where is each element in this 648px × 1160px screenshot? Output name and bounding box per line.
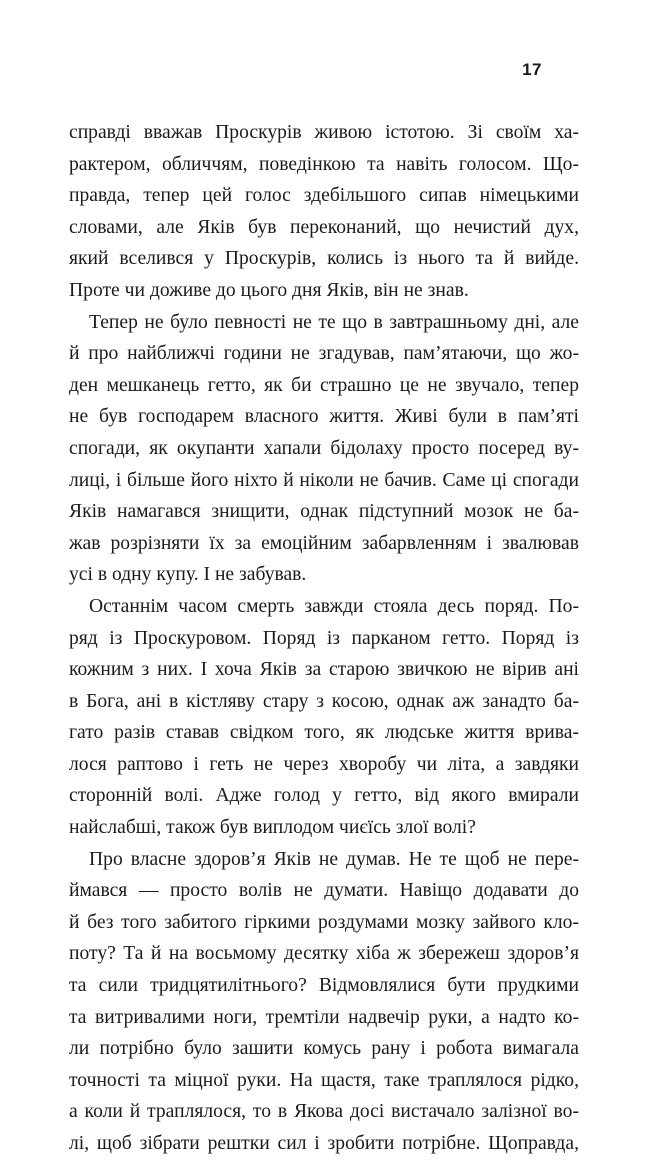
text-line: й про найближчі години не згадував, пам’ятаючи, що жо- [69, 343, 579, 365]
text-line: Тепер не було певності не те що в завтрашньому дні, але [89, 311, 579, 333]
page-number: 17 [522, 60, 542, 79]
text-line: Про власне здоров’я Яків не думав. Не те щоб не пере- [89, 848, 579, 870]
text-line: який вселився у Проскурів, колись із нього та й вийде. [69, 248, 579, 270]
text-line: усі в одну купу. І не забував. [69, 564, 307, 586]
text-line: рактером, обличчям, поведінкою та навіть голосом. Що- [69, 153, 579, 175]
text-line: в Бога, ані в кістляву стару з косою, однак аж занадто ба- [69, 690, 579, 712]
text-line: поту? Та й на восьмому десятку хіба ж збережеш здоров’я [69, 943, 579, 965]
text-line: найслабші, також був виплодом чиєїсь злої волі? [69, 817, 476, 839]
text-line: не був господарем власного життя. Живі були в пам’яті [69, 406, 579, 428]
text-line: Проте чи доживе до цього дня Яків, він не знав. [69, 279, 469, 301]
text-line: ли потрібно було зашити комусь рану і робота вимагала [69, 1038, 579, 1060]
text-line: точності та міцної руки. На щастя, таке траплялося рідко, [69, 1069, 579, 1091]
text-line: та сили тридцятилітнього? Відмовлялися бути прудкими [69, 975, 579, 997]
text-line: ймався — просто волів не думати. Навіщо додавати до [69, 880, 579, 902]
text-line: кожним з них. І хоча Яків за старою звичкою не вірив ані [69, 659, 579, 681]
text-line: Останнім часом смерть завжди стояла десь поряд. По- [89, 595, 579, 617]
text-line: ден мешканець гетто, як би страшно це не звучало, тепер [69, 374, 579, 396]
text-line: правда, тепер цей голос здебільшого сипав німецькими [69, 185, 579, 207]
text-line: та витривалими ноги, тремтіли надвечір руки, а надто ко- [69, 1006, 579, 1028]
text-line: гато разів ставав свідком того, як людське життя врива- [69, 722, 579, 744]
text-line: ряд із Проскуровом. Поряд із парканом гетто. Поряд із [69, 627, 579, 649]
body-text [69, 117, 579, 1160]
text-line: словами, але Яків був переконаний, що нечистий дух, [69, 216, 579, 238]
text-line: Яків намагався знищити, однак підступний мозок не ба- [69, 501, 579, 523]
text-line: а коли й траплялося, то в Якова досі вистачало залізної во- [69, 1101, 579, 1123]
text-line: й без того забитого гіркими роздумами мозку зайвого кло- [69, 911, 579, 933]
text-line: лиці, і більше його ніхто й ніколи не бачив. Саме ці спогади [69, 469, 579, 491]
text-line: лі, щоб зібрати рештки сил і зробити потрібне. Щоправда, [69, 1133, 579, 1154]
text-line: справді вважав Проскурів живою істотою. Зі своїм ха- [69, 122, 579, 143]
text-line: спогади, як окупанти хапали бідолаху просто посеред ву- [69, 437, 579, 459]
text-line: сторонній волі. Адже голод у гетто, від якого вмирали [69, 785, 579, 807]
text-line: лося раптово і геть не через хворобу чи літа, а завдяки [69, 753, 579, 775]
text-line: жав розрізняти їх за емоційним забарвленням і звалював [69, 532, 579, 554]
